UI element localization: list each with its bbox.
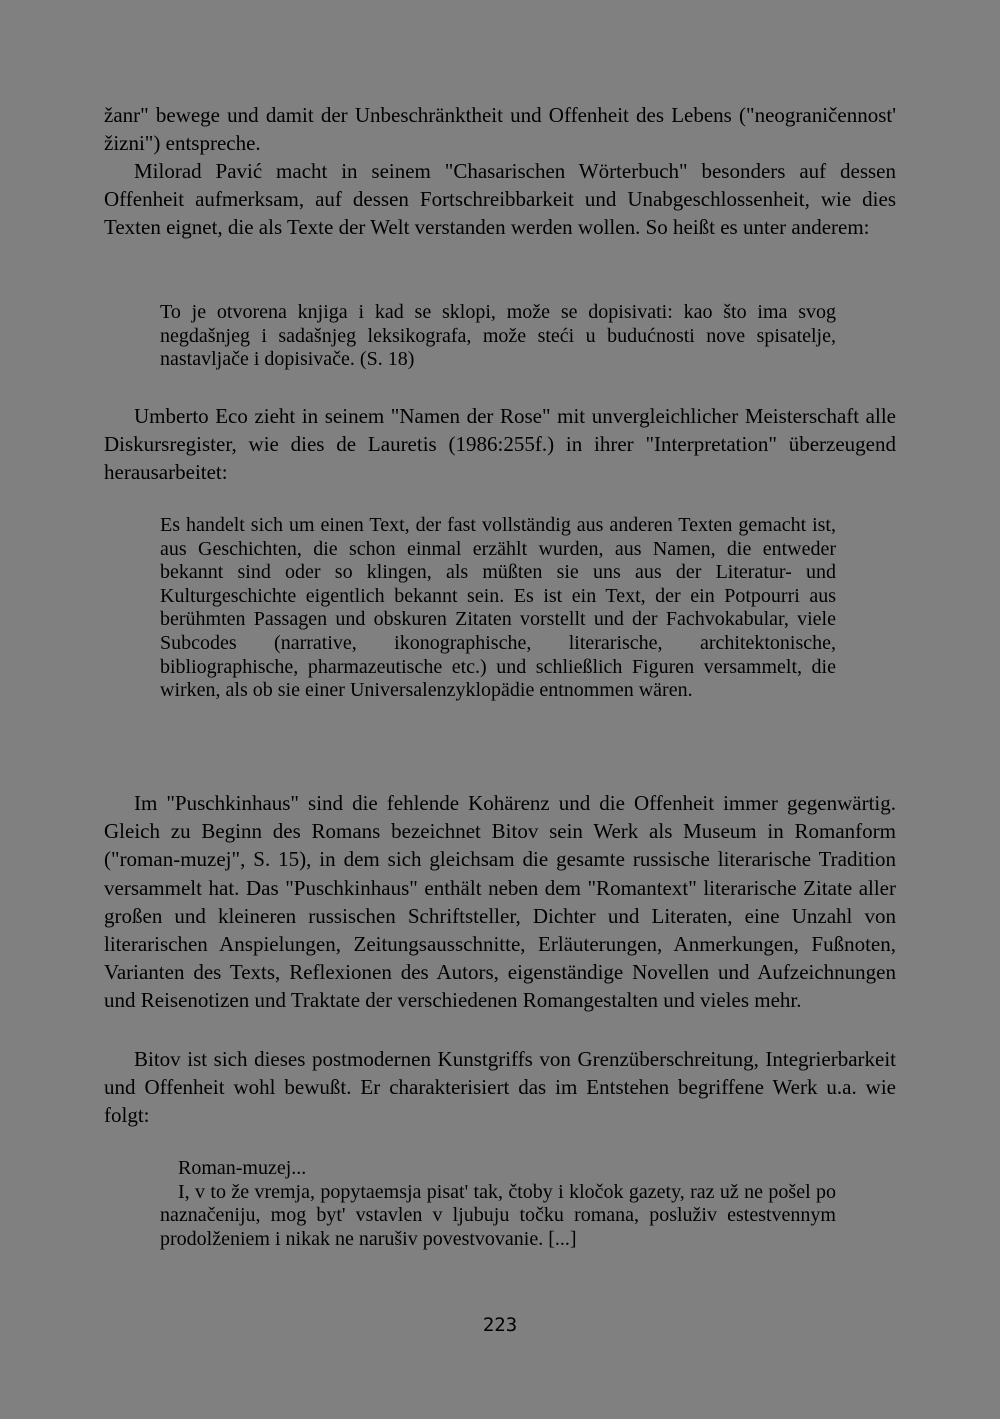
paragraph-continuation: žanr" bewege und damit der Unbeschränktheit und Offenheit des Lebens ("neograničennost' žizni") entspreche. — [104, 103, 896, 156]
quote-line-title: Roman-muzej... — [178, 1157, 307, 1179]
block-quote-pavic: To je otvorena knjiga i kad se sklopi, može se dopisivati: kao što ima svog negdašnjeg i sadašnjeg leksikografa, može steći u budućnosti nove spisatelje, nastavljače i dopisivače. (S. 18) — [160, 301, 836, 371]
block-quote-eco: Es handelt sich um einen Text, der fast vollständig aus anderen Texten gemacht ist, aus Geschichten, die schon einmal erzählt wurden, aus Namen, die entweder bekannt sind oder so klingen, als müßten sie uns aus der Literatur- und Kulturgeschichte eigentlich bekannt sein. Es ist ein Text, der ein Potpourri aus berühmten Passagen und obskuren Zitaten vorstellt und der Fachvokabular, viele Subcodes (narrative, ikonographische, literarische, architektonische, bibliographische, pharmazeutische etc.) und schließlich Figuren versammelt, die wirken, als ob sie einer Universalenzyklopädie entnommen wären. — [160, 514, 836, 702]
paragraph-bitov: Bitov ist sich dieses postmodernen Kunstgriffs von Grenzüberschreitung, Integrierbarkeit und Offenheit wohl bewußt. Er charakterisiert das im Entstehen begriffene Werk u.a. wie folgt: — [104, 1047, 896, 1128]
page-number: 223 — [482, 1314, 518, 1336]
block-quote-bitov — [160, 1157, 836, 1251]
paragraph-pavic: Milorad Pavić macht in seinem "Chasarischen Wörterbuch" besonders auf dessen Offenheit aufmerksam, auf dessen Fortschreibbarkeit und Unabgeschlossenheit, wie dies Texten eignet, die als Texte der Welt verstanden werden wollen. So heißt es unter anderem: — [104, 159, 896, 240]
paragraph-eco: Umberto Eco zieht in seinem "Namen der Rose" mit unvergleichlicher Meisterschaft alle Diskursregister, wie dies de Lauretis (1986:255f.) in ihrer "Interpretation" überzeugend herausarbeitet: — [104, 404, 896, 485]
paragraph-puschkinhaus: Im "Puschkinhaus" sind die fehlende Kohärenz und die Offenheit immer gegenwärtig. Gleich zu Beginn des Romans bezeichnet Bitov sein Werk als Museum in Romanform ("roman-muzej", S. 15), in dem sich gleichsam die gesamte russische literarische Tradition versammelt hat. Das "Puschkinhaus" enthält neben dem "Romantext" literarische Zitate aller großen und kleineren russischen Schriftsteller, Dichter und Literaten, eine Unzahl von literarischen Anspielungen, Zeitungsausschnitte, Erläuterungen, Anmerkungen, Fußnoten, Varianten des Texts, Reflexionen des Autors, eigenständige Novellen und Aufzeichnungen und Reisenotizen und Traktate der verschiedenen Romangestalten und vieles mehr. — [104, 791, 896, 1013]
quote-line-body: I, v to že vremja, popytaemsja pisat' tak, čtoby i kločok gazety, raz už ne pošel po naznačeniju, mog byt' vstavlen v ljubuju točku romana, posluživ estestvennym prodolženiem i nikak ne narušiv povestvovanie. [...] — [160, 1180, 836, 1250]
